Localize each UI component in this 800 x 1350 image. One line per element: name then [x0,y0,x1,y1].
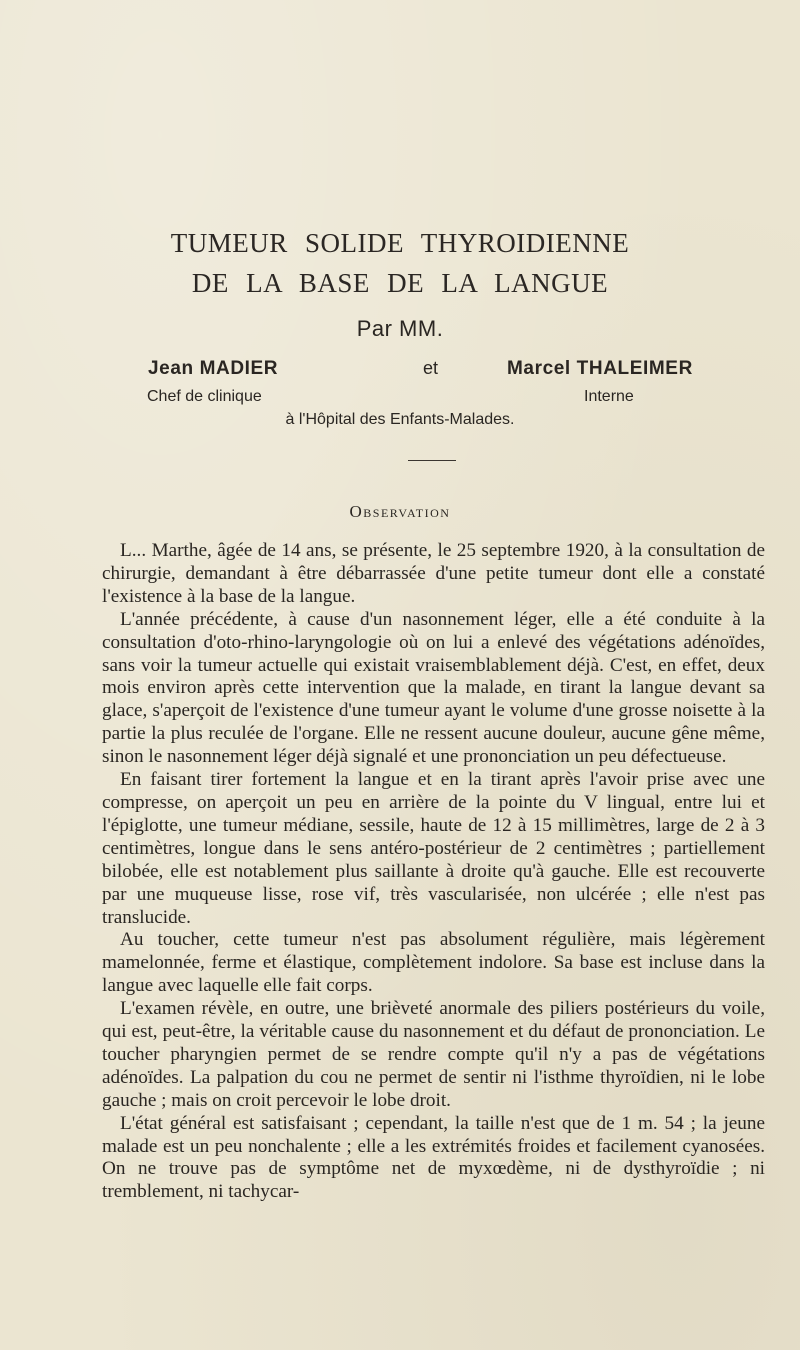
article-title-line-2: DE LA BASE DE LA LANGUE [191,268,609,298]
paragraph: L'état général est satisfaisant ; cependant, la taille n'est que de 1 m. 54 ; la jeune malade est un peu nonchalente ; elle a les extrémités froides et facilement cyanosées. On ne trouve pas de symptôme net de myxœdème, ni de dysthyroïdie ; ni tremblement, ni tachycar- [102,1112,765,1203]
author-name-1: Jean MADIER [148,358,279,379]
body-text [102,540,765,1204]
author-role-2: Interne [584,388,634,405]
affiliation: à l'Hôpital des Enfants-Malades. [285,411,515,428]
author-role-1: Chef de clinique [147,388,262,405]
author-conjunction: et [423,358,439,378]
section-heading: Observation [349,502,451,521]
paragraph: L... Marthe, âgée de 14 ans, se présente, le 25 septembre 1920, à la consultation de chirurgie, demandant à être débarrassée d'une petite tumeur dont elle a constaté l'existence à la base de la langue. [102,540,765,607]
paragraph: Au toucher, cette tumeur n'est pas absolument régulière, mais légèrement mamelonnée, ferme et élastique, complètement indolore. Sa base est incluse dans la langue avec laquelle elle fait corps. [102,929,765,997]
author-name-2: Marcel THALEIMER [507,358,693,379]
byline: Par MM. [356,316,444,341]
paragraph: L'examen révèle, en outre, une brièveté anormale des piliers postérieurs du voile, qui est, peut-être, la véritable cause du nasonnement et du défaut de prononciation. Le toucher pharyngien permet de se rendre compte qu'il n'y a pas de végétations adénoïdes. La palpation du cou ne permet de sentir ni l'isthme thyroïdien, ni le lobe gauche ; mais on croit percevoir le lobe droit. [102,998,765,1111]
article-title-line-1: TUMEUR SOLIDE THYROIDIENNE [170,228,630,258]
paragraph: En faisant tirer fortement la langue et en la tirant après l'avoir prise avec une compresse, on aperçoit un peu en arrière de la pointe du V lingual, entre lui et l'épiglotte, une tumeur médiane, sessile, haute de 12 à 15 millimètres, large de 2 à 3 centimètres, longue dans le sens antéro-postérieur de 2 centimètres ; partiellement bilobée, elle est notablement plus saillante à droite qu'à gauche. Elle est recouverte par une muqueuse lisse, rose vif, très vascularisée, non ulcérée ; elle n'est pas translucide. [102,769,765,928]
section-divider [408,460,456,461]
paragraph: L'année précédente, à cause d'un nasonnement léger, elle a été conduite à la consultation d'oto-rhino-laryngologie où on lui a enlevé des végétations adénoïdes, sans voir la tumeur actuelle qui existait vraisemblablement déjà. C'est, en effet, deux mois environ après cette intervention que la malade, en tirant la langue devant sa glace, s'aperçoit de l'existence d'une tumeur ayant le volume d'une grosse noisette à la partie la plus reculée de l'organe. Elle ne ressent aucune douleur, aucune gêne même, sinon le nasonnement léger déjà signalé et une prononciation un peu défectueuse. [102,608,765,768]
